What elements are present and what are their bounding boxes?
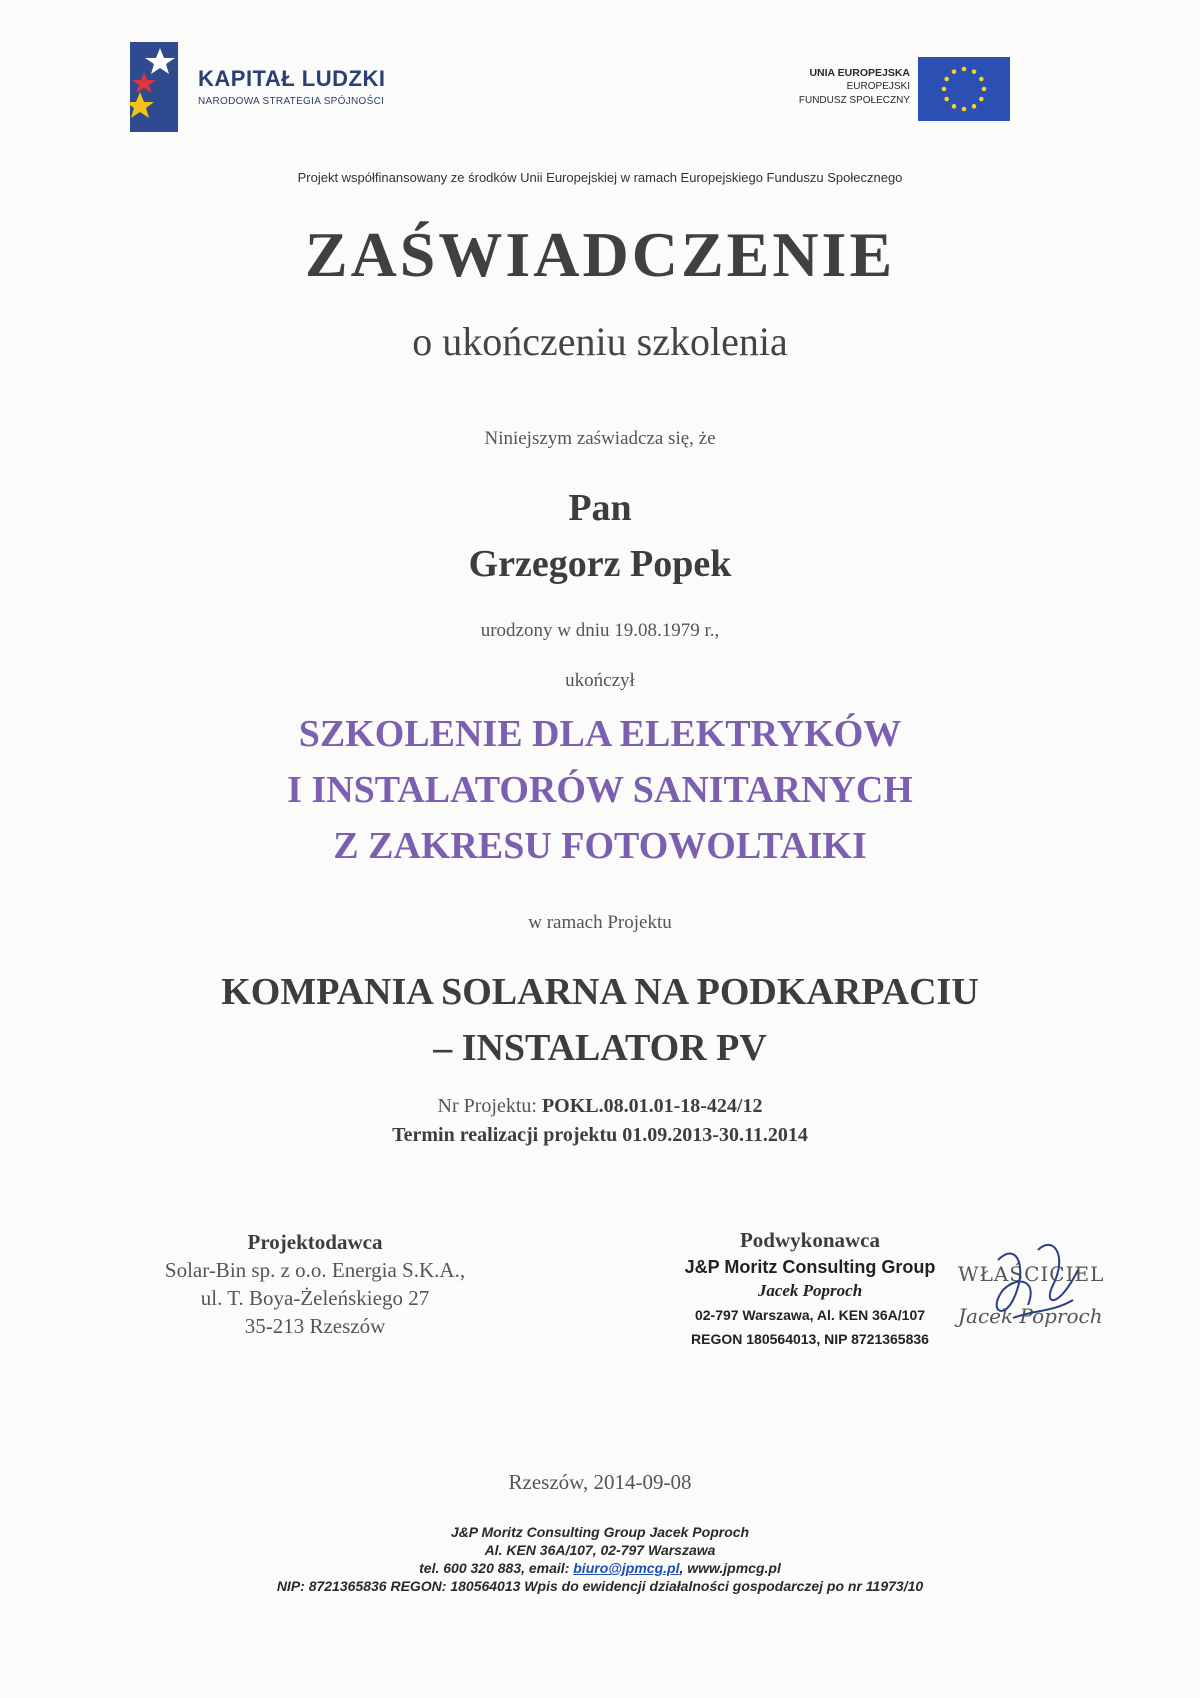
beneficiary-heading: Projektodawca	[247, 1230, 383, 1254]
footer-email-link[interactable]: biuro@jpmcg.pl	[573, 1560, 680, 1576]
eu-label	[760, 66, 910, 108]
completed-label: ukończył	[565, 670, 635, 691]
project-number-label: Nr Projektu:	[437, 1095, 537, 1117]
eu-label-line3: FUNDUSZ SPOŁECZNY	[798, 95, 910, 106]
eu-star-icon	[979, 77, 984, 82]
eu-star-icon	[962, 107, 967, 112]
signature-icon	[958, 1230, 1118, 1340]
eu-star-icon	[982, 87, 987, 92]
eu-star-icon	[944, 97, 949, 102]
beneficiary-line3: 35-213 Rzeszów	[244, 1314, 386, 1338]
project-title	[0, 964, 1200, 1076]
stamp-line1: J&P Moritz Consulting Group	[684, 1257, 936, 1277]
stamp-line2: Jacek Poproch	[757, 1281, 863, 1300]
within-project-label: w ramach Projektu	[528, 912, 672, 933]
eu-star-icon	[962, 67, 967, 72]
project-title-line1: KOMPANIA SOLARNA NA PODKARPACIU	[221, 971, 979, 1013]
eu-star-icon	[972, 104, 977, 109]
footer-phone: tel. 600 320 883, email:	[419, 1560, 574, 1576]
course-title-line2: I INSTALATORÓW SANITARNYCH	[287, 769, 913, 811]
salutation: Pan	[568, 487, 632, 529]
stamp-line3: 02-797 Warszawa, Al. KEN 36A/107	[694, 1307, 926, 1323]
eu-label-line1: UNIA EUROPEJSKA	[809, 67, 910, 79]
eu-star-icon	[972, 69, 977, 74]
eu-star-icon	[942, 87, 947, 92]
beneficiary-block	[150, 1228, 480, 1340]
owner-name: Jacek Poproch	[958, 1304, 1103, 1328]
beneficiary-line2: ul. T. Boya-Żeleńskiego 27	[200, 1286, 430, 1310]
kapital-ludzki-subtitle: NARODOWA STRATEGIA SPÓJNOŚCI	[198, 96, 385, 107]
certificate-title: ZAŚWIADCZENIE	[304, 219, 896, 290]
project-title-line2: – INSTALATOR PV	[433, 1027, 767, 1069]
eu-flag-icon	[918, 57, 1010, 121]
course-title-line1: SZKOLENIE DLA ELEKTRYKÓW	[298, 713, 902, 755]
eu-star-icon	[952, 69, 957, 74]
footer	[0, 1523, 1200, 1595]
stamp-line4: REGON 180564013, NIP 8721365836	[691, 1331, 929, 1347]
recipient-name: Grzegorz Popek	[468, 543, 732, 585]
footer-line1: J&P Moritz Consulting Group Jacek Poproch	[450, 1524, 750, 1540]
eu-label-line2: EUROPEJSKI	[846, 81, 910, 92]
subcontractor-heading: Podwykonawca	[739, 1228, 881, 1252]
eu-star-icon	[952, 104, 957, 109]
certificate-subtitle: o ukończeniu szkolenia	[412, 319, 788, 364]
course-title-line3: Z ZAKRESU FOTOWOLTAIKI	[333, 825, 867, 867]
footer-website: , www.jpmcg.pl	[679, 1560, 781, 1576]
eu-star-icon	[944, 77, 949, 82]
project-term: Termin realizacji projektu 01.09.2013-30.11.2014	[392, 1124, 808, 1146]
birth-date: urodzony w dniu 19.08.1979 r.,	[480, 620, 720, 641]
project-number	[0, 1095, 1200, 1118]
footer-line2: Al. KEN 36A/107, 02-797 Warszawa	[484, 1542, 716, 1558]
owner-label: WŁAŚCICIEL	[958, 1262, 1105, 1286]
company-stamp	[660, 1255, 960, 1351]
certificate-intro: Niniejszym zaświadcza się, że	[484, 428, 716, 449]
place-date: Rzeszów, 2014-09-08	[508, 1470, 692, 1494]
kapital-ludzki-title: KAPITAŁ LUDZKI	[198, 66, 386, 91]
kapital-ludzki-logo-icon	[130, 42, 178, 132]
footer-line3	[0, 1559, 1200, 1577]
course-title	[0, 706, 1200, 874]
beneficiary-line1: Solar-Bin sp. z o.o. Energia S.K.A.,	[164, 1258, 466, 1282]
project-number-value: POKL.08.01.01-18-424/12	[541, 1095, 763, 1117]
eu-star-icon	[979, 97, 984, 102]
cofinancing-note: Projekt współfinansowany ze środków Unii Europejskiej w ramach Europejskiego Funduszu Społecznego	[297, 170, 903, 185]
footer-line4: NIP: 8721365836 REGON: 180564013 Wpis do ewidencji działalności gospodarczej po nr 11973/10	[276, 1578, 924, 1594]
